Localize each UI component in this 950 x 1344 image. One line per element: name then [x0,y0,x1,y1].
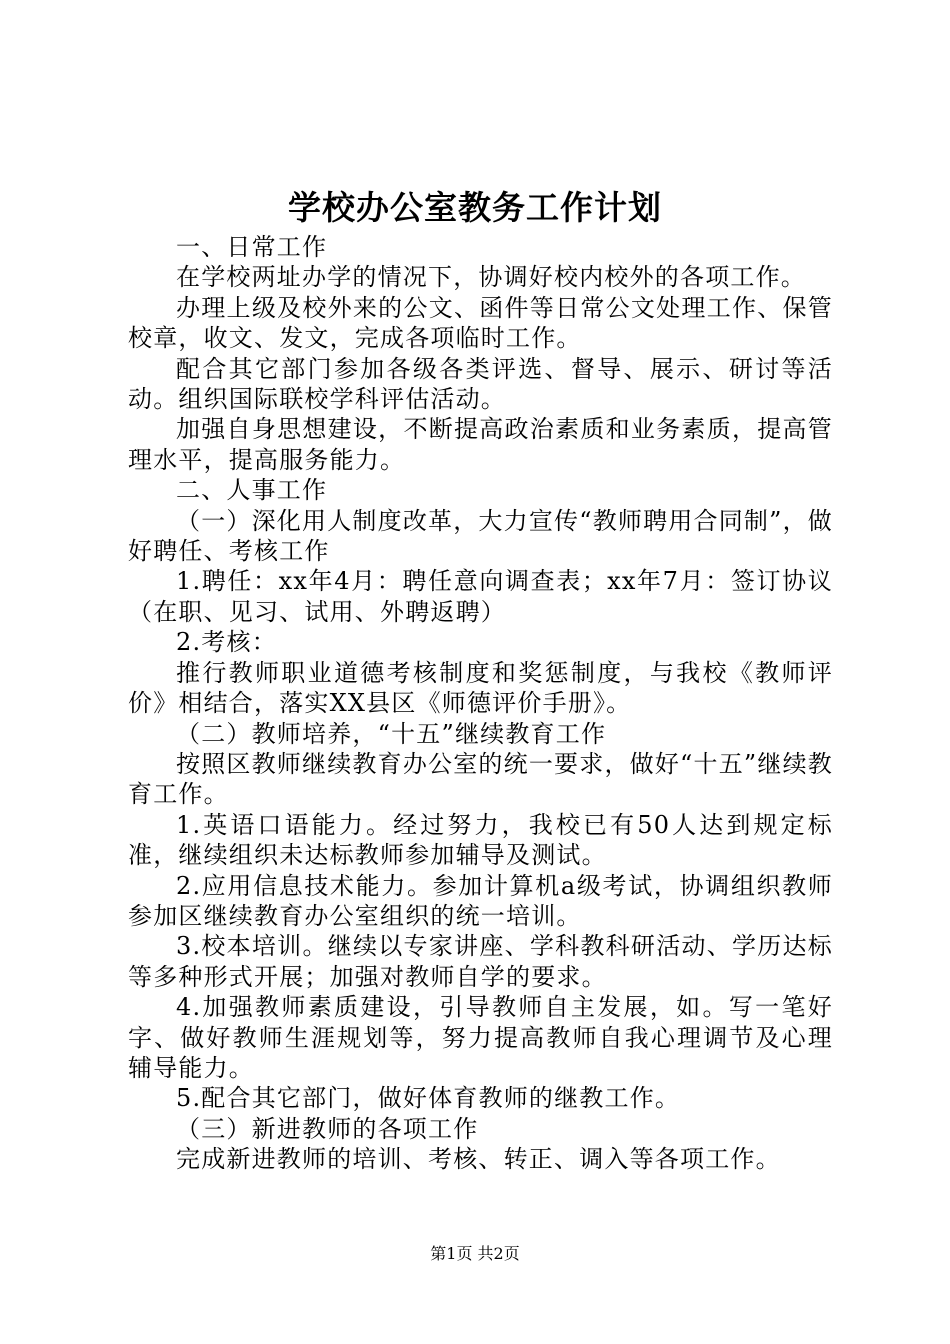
paragraph: 办理上级及校外来的公文、函件等日常公文处理工作、保管校章，收文、发文，完成各项临时工作。 [128,293,833,353]
paragraph: 在学校两址办学的情况下，协调好校内校外的各项工作。 [176,263,806,292]
paragraph: 1.聘任：xx年4月：聘任意向调查表；xx年7月：签订协议（在职、见习、试用、外聘返聘） [128,567,833,626]
paragraph: 按照区教师继续教育办公室的统一要求，做好“十五”继续教育工作。 [128,749,833,809]
paragraph: 配合其它部门参加各级各类评选、督导、展示、研讨等活动。组织国际联校学科评估活动。 [128,354,833,414]
paragraph: 推行教师职业道德考核制度和奖惩制度，与我校《教师评价》相结合，落实XX县区《师德评价手册》。 [128,658,833,718]
paragraph: 完成新进教师的培训、考核、转正、调入等各项工作。 [176,1145,781,1174]
document-body [128,232,833,1175]
subsection-heading: （二）教师培养，“十五”继续教育工作 [176,719,607,748]
paragraph: 2.应用信息技术能力。参加计算机a级考试，协调组织教师参加区继续教育办公室组织的统一培训。 [128,871,833,930]
subsection-heading: （三）新进教师的各项工作 [176,1114,479,1143]
paragraph: 2.考核： [176,628,277,657]
document-title: 学校办公室教务工作计划 [288,188,662,227]
paragraph: 5.配合其它部门，做好体育教师的继教工作。 [176,1084,681,1113]
paragraph: 3.校本培训。继续以专家讲座、学科教科研活动、学历达标等多种形式开展；加强对教师自学的要求。 [128,932,833,991]
subsection-heading: （一）深化用人制度改革，大力宣传“教师聘用合同制”，做好聘任、考核工作 [128,506,833,566]
page-footer: 第1页 共2页 [430,1244,520,1263]
paragraph: 4.加强教师素质建设，引导教师自主发展，如。写一笔好字、做好教师生涯规划等，努力提高教师自我心理调节及心理辅导能力。 [128,993,833,1082]
paragraph: 加强自身思想建设，不断提高政治素质和业务素质，提高管理水平，提高服务能力。 [128,415,833,474]
section-heading: 一、日常工作 [176,233,328,261]
paragraph: 1.英语口语能力。经过努力，我校已有50人达到规定标准，继续组织未达标教师参加辅导及测试。 [128,810,833,870]
section-heading: 二、人事工作 [176,476,328,505]
